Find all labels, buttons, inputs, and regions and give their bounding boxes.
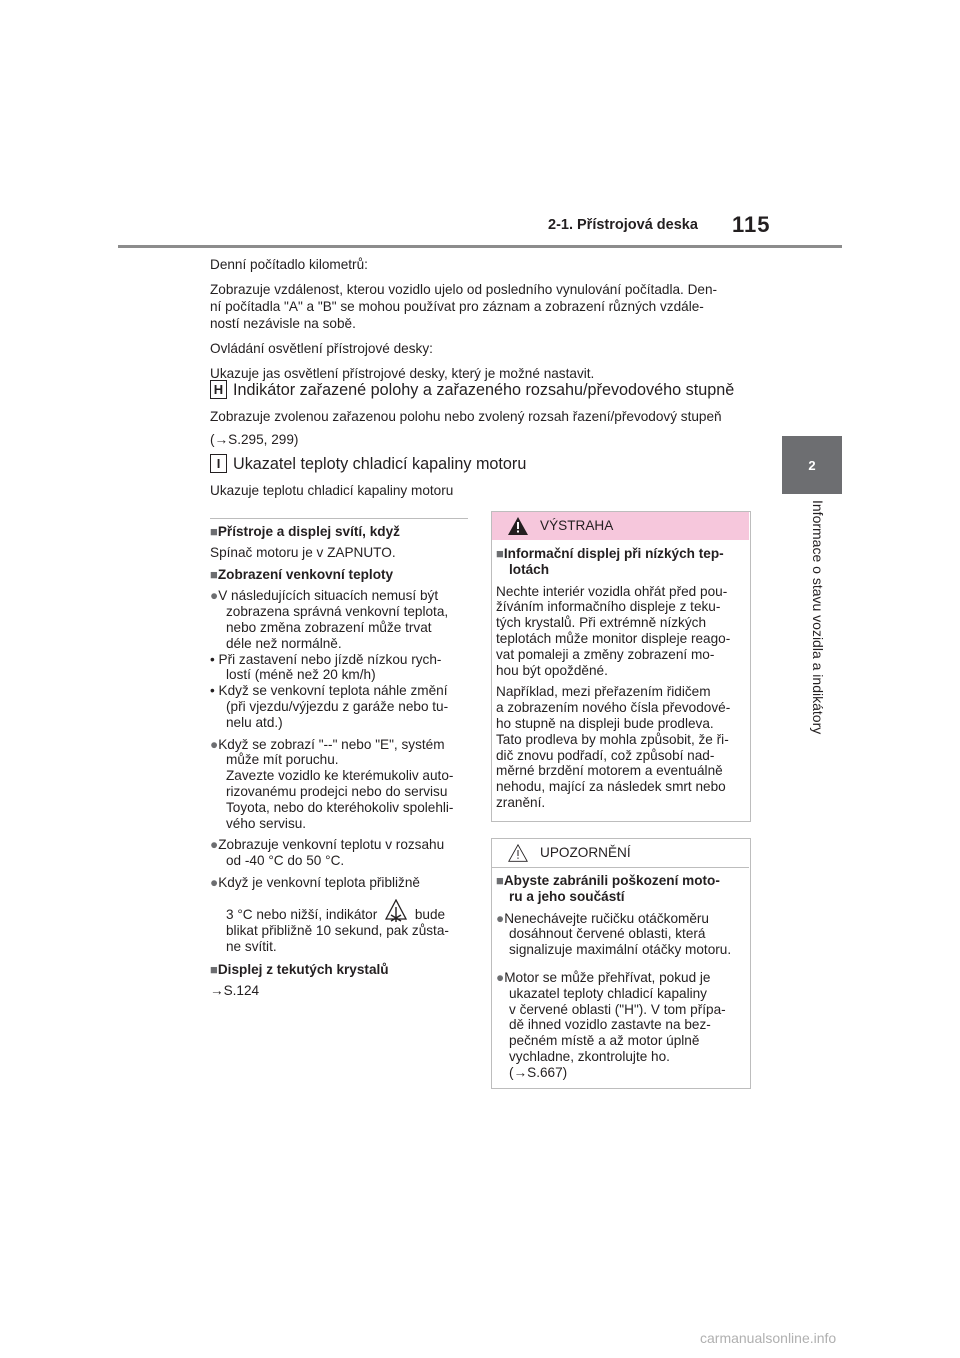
paragraph: Denní počítadlo kilometrů: bbox=[210, 257, 368, 272]
notice-line: signalizuje maximální otáčky motoru. bbox=[509, 942, 732, 958]
warning-line: hou být opožděné. bbox=[496, 662, 608, 678]
paragraph-line: Zobrazuje vzdálenost, kterou vozidlo ujelo od posledního vynulování počítadla. Den- bbox=[210, 282, 718, 297]
square-bullet-icon: ■ bbox=[496, 546, 504, 561]
notice-line: ukazatel teploty chladicí kapaliny bbox=[509, 985, 707, 1001]
letter-h-label: H bbox=[210, 380, 227, 399]
bullet-line: rizovanému prodejci nebo do servisu bbox=[226, 783, 448, 799]
square-bullet-icon: ■ bbox=[210, 962, 218, 978]
section-h-title: Indikátor zařazené polohy a zařazeného rozsahu/převodového stupně bbox=[233, 381, 735, 399]
subheading: ■Displej z tekutých krystalů bbox=[210, 962, 389, 978]
round-bullet-icon: ● bbox=[210, 588, 219, 604]
bullet-line: 3 °C nebo nižší, indikátor bude bbox=[210, 899, 468, 923]
warning-subheading: lotách bbox=[509, 561, 550, 577]
subheading: ■Zobrazení venkovní teploty bbox=[210, 566, 394, 582]
warning-title: VÝSTRAHA bbox=[540, 518, 614, 533]
warning-header bbox=[492, 512, 749, 540]
bullet-line: blikat přibližně 10 sekund, pak zůsta- bbox=[226, 922, 449, 938]
sub-bullet-line: • Když se venkovní teplota náhle změní bbox=[210, 683, 448, 699]
notice-subheading: ru a jeho součástí bbox=[509, 888, 625, 904]
notice-triangle-icon bbox=[508, 844, 528, 862]
round-bullet-icon: ● bbox=[496, 910, 505, 926]
warning-line: Tato prodleva by mohla způsobit, že ři- bbox=[496, 731, 729, 747]
notice-header bbox=[492, 839, 749, 868]
round-bullet-icon: ● bbox=[210, 874, 219, 890]
warning-line: teplotách může monitor displeje reago- bbox=[496, 630, 731, 646]
bullet-line: Zavezte vozidlo ke kterémukoliv auto- bbox=[226, 768, 454, 784]
warning-line: nehodu, mající za následek smrt nebo bbox=[496, 779, 726, 795]
paragraph: Ukazuje jas osvětlení přístrojové desky, který je možné nastavit. bbox=[210, 366, 595, 381]
notice-subheading: ■Abyste zabránili poškození moto- bbox=[496, 873, 720, 888]
sub-bullet-line: • Při zastavení nebo jízdě nízkou rych- bbox=[210, 651, 442, 667]
header-rule bbox=[118, 245, 842, 248]
bullet-line: ●Když je venkovní teplota přibližně bbox=[210, 874, 420, 890]
letter-i-label: I bbox=[210, 454, 227, 473]
warning-line: žíváním informačního displeje z teku- bbox=[496, 599, 721, 615]
warning-line: a zobrazením nového čísla převodové- bbox=[496, 700, 731, 716]
square-bullet-icon: ■ bbox=[210, 566, 218, 582]
cross-reference: →S.124 bbox=[210, 983, 260, 999]
notice-line: ●Nenechávejte ručičku otáčkoměru bbox=[496, 910, 709, 926]
notice-line: dě ihned vozidlo zastavte na bez- bbox=[509, 1017, 711, 1033]
watermark: carmanualsonline.info bbox=[700, 1330, 837, 1346]
warning-triangle-icon bbox=[508, 517, 528, 535]
chapter-title-vertical bbox=[810, 500, 826, 770]
notice-line: vychladne, zkontrolujte ho. bbox=[509, 1048, 670, 1064]
section-title: 2-1. Přístrojová deska bbox=[548, 217, 698, 233]
chapter-title-text: Informace o stavu vozidla a indikátory bbox=[810, 500, 826, 735]
notice-line: v červené oblasti ("H"). V tom přípa- bbox=[509, 1001, 726, 1017]
square-bullet-icon: ■ bbox=[210, 524, 218, 539]
bullet-line: zobrazena správná venkovní teplota, bbox=[226, 604, 449, 620]
notice-title: UPOZORNĚNÍ bbox=[540, 845, 631, 860]
left-column-rule bbox=[210, 518, 468, 519]
chapter-number: 2 bbox=[808, 458, 816, 473]
notice-line: dosáhnout červené oblasti, která bbox=[509, 926, 706, 942]
round-bullet-icon: ● bbox=[210, 837, 219, 853]
warning-line: vat pomaleji a změny zobrazení mo- bbox=[496, 646, 715, 662]
section-i-title: Ukazatel teploty chladicí kapaliny motoru bbox=[233, 455, 527, 473]
paragraph-line: Zobrazuje zvolenou zařazenou polohu nebo zvolený rozsah řazení/převodový stupeň bbox=[210, 409, 722, 424]
subheading: ■Přístroje a displej svítí, když bbox=[210, 524, 400, 539]
low-temperature-warning-icon bbox=[385, 899, 407, 923]
bullet-line: vého servisu. bbox=[226, 815, 307, 831]
main-body bbox=[210, 256, 755, 382]
paragraph-line: ní počítadla "A" a "B" se mohou používat pro záznam a zobrazení různých vzdále- bbox=[210, 299, 704, 314]
sub-bullet-line: nelu atd.) bbox=[226, 714, 283, 730]
warning-line: dič znovu podřadí, což způsobí nad- bbox=[496, 747, 715, 763]
paragraph-line: Ukazuje teplotu chladicí kapaliny motoru bbox=[210, 483, 454, 498]
sub-bullet-line: lostí (méně než 20 km/h) bbox=[226, 667, 376, 683]
square-bullet-icon: ■ bbox=[496, 873, 504, 888]
bullet-line: Toyota, nebo do kteréhokoliv spolehli- bbox=[226, 799, 454, 815]
round-bullet-icon: ● bbox=[496, 969, 505, 985]
warning-subheading: ■Informační displej při nízkých tep- bbox=[496, 546, 724, 561]
bullet-line: může mít poruchu. bbox=[226, 752, 339, 768]
section-h-body bbox=[210, 408, 755, 448]
section-i-body bbox=[210, 482, 755, 499]
notice-content bbox=[496, 873, 748, 1081]
notice-line: pečném místě a až motor úplně bbox=[509, 1033, 700, 1049]
warning-line: tých krystalů. Při extrémně nízkých bbox=[496, 615, 707, 631]
sub-bullet-line: (při vjezdu/výjezdu z garáže nebo tu- bbox=[226, 698, 449, 714]
page-number: 115 bbox=[732, 212, 771, 237]
paragraph: Spínač motoru je v ZAPNUTO. bbox=[210, 544, 396, 560]
notice-line: (→S.667) bbox=[509, 1064, 568, 1080]
bullet-line: nebo změna zobrazení může trvat bbox=[226, 619, 432, 635]
warning-content bbox=[496, 546, 748, 811]
paragraph-line: (→S.295, 299) bbox=[210, 432, 299, 447]
warning-line: ho stupně na displeji bude prodleva. bbox=[496, 715, 714, 731]
left-column bbox=[210, 524, 468, 999]
round-bullet-icon: ● bbox=[210, 736, 219, 752]
notice-line: ●Motor se může přehřívat, pokud je bbox=[496, 969, 711, 985]
paragraph-line: ností nezávisle na sobě. bbox=[210, 316, 356, 331]
bullet-line: ●Když se zobrazí "--" nebo "E", systém bbox=[210, 736, 445, 752]
bullet-line: déle než normálně. bbox=[226, 635, 342, 651]
bullet-line: ne svítit. bbox=[226, 938, 277, 954]
bullet-line: od -40 °C do 50 °C. bbox=[226, 853, 345, 869]
bullet-line: ●Zobrazuje venkovní teplotu v rozsahu bbox=[210, 837, 445, 853]
section-h-heading bbox=[210, 380, 755, 400]
warning-line: Například, mezi přeřazením řidičem bbox=[496, 684, 711, 700]
warning-line: Nechte interiér vozidla ohřát před pou- bbox=[496, 583, 728, 599]
warning-line: zranění. bbox=[496, 794, 546, 810]
bullet-line: ●V následujících situacích nemusí být bbox=[210, 588, 439, 604]
warning-line: měrné brzdění motorem a eventuálně bbox=[496, 763, 723, 779]
paragraph: Ovládání osvětlení přístrojové desky: bbox=[210, 341, 433, 356]
section-i-heading bbox=[210, 454, 755, 474]
